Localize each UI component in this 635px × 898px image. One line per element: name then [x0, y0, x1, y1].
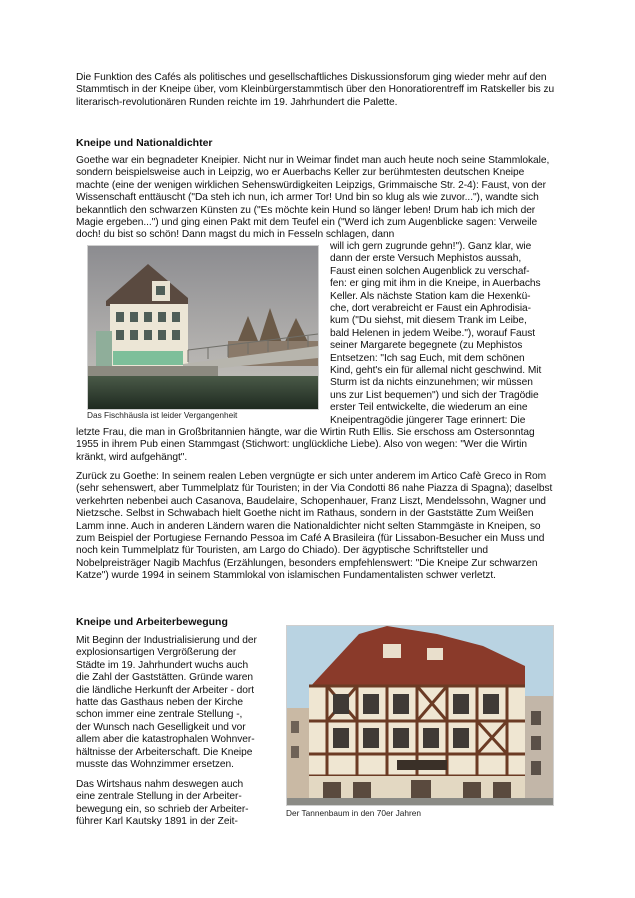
text-line: fen: er ging mit ihm in die Kneipe, in Auerbachs	[330, 278, 541, 290]
paragraph-goethe-intro: Goethe war ein begnadeter Kneipier. Nicht nur in Weimar findet man auch heute noch seine Stammlokale, sondern beispielsweise auch in Leipzig, wo er Auerbachs Keller zur berühmtesten deutschen Kneipe machte (eine der wenigen wirklichen Sehenswürdigkeiten Leipzigs, Grimmaische Str. 2-4): Faust, von der Wissenschaft enttäuscht ("Da steh ich nun, ich armer Tor! Und bin so klug als wie zuvor..."), wandte sich bekanntlich den schwarzen Künsten zu ("Es möchte kein Hund so länger leben! Drum hab ich mich der Magie ergeben...") und ging einen Pakt mit dem Teufel ein ("Werd ich zum Augenblicke sagen: Verweile doch! du bist so schön! Dann magst du mich in Fesseln schlagen, dann	[76, 155, 550, 241]
text-line: Kind, geht's ein für allemal nicht geschwind. Mit	[330, 365, 542, 377]
text-line: che, dort verabreicht er Faust ein Aphrodisia-	[330, 303, 531, 315]
text-line: bald Helenen in jedem Weibe."), worauf Faust	[330, 327, 536, 339]
text-line: Sturm ist da nichts einzunehmen; wir müssen	[330, 377, 533, 389]
text-line: eine zentrale Stellung in der Arbeiter-	[76, 791, 242, 803]
fischhaeusla-illustration	[88, 246, 318, 409]
section-heading-nationaldichter: Kneipe und Nationaldichter	[76, 137, 213, 149]
photo-tannenbaum	[286, 625, 554, 806]
text-line: Faust einen solchen Augenblick zu verschaf-	[330, 265, 530, 277]
text-line: hatte das Gasthaus neben der Kirche	[76, 697, 244, 709]
text-line: die Zahl der Gaststätten. Gründe waren	[76, 672, 254, 684]
paragraph-goethe-cafes: Zurück zu Goethe: In seinem realen Leben vergnügte er sich unter anderem im Artico Cafè Greco in Rom (sehr sehenswert, aber Tummelplatz für Touristen; in der Via Condotti 86 nahe Piazza di Spagna); daselbst verkehrten nebenbei auch Casanova, Baudelaire, Schopenhauer, Franz Liszt, Mendelssohn, Wagner und Nietzsche. Selbst in Schwabach hielt Goethe nicht im Rathaus, sondern in der Gaststätte Zum Weißen Lamm inne. Auch in anderen Ländern waren die Nationaldichter nicht selten Stammgäste in Kneipen, so zum Beispiel der Portugiese Fernando Pessoa im Café A Brasileira (für Lissabon-Besucher ein Muss und noch kein Tummelplatz für Touristen, am Largo do Chiado). Der ägyptische Schriftsteller und Nobelpreisträger Nagib Machfus (Erzählungen, besonders empfehlenswert: "Die Kneipe Zur schwarzen Katze") wurde 1994 in seinem Stammlokal von islamischen Fundamentalisten schwer verletzt.	[76, 471, 553, 582]
text-line: uns zur List bequemen") und sich der Tragödie	[330, 389, 539, 401]
text-line: der Wunsch nach Geselligkeit und vor	[76, 721, 246, 733]
caption-fischhaeusla: Das Fischhäusla ist leider Vergangenheit	[87, 410, 238, 420]
paragraph-faust-column	[330, 241, 560, 427]
text-line: Kneipentragödie jüngerer Tage erinnert: Die	[330, 414, 526, 426]
text-line: allem aber die katastrophalen Wohnver-	[76, 734, 255, 746]
caption-tannenbaum: Der Tannenbaum in den 70er Jahren	[286, 808, 421, 818]
text-line: Mit Beginn der Industrialisierung und der	[76, 635, 257, 646]
text-line: die ländliche Herkunft der Arbeiter - dort	[76, 684, 254, 696]
text-line: Städte im 19. Jahrhundert wuchs auch	[76, 659, 249, 671]
text-line: führer Karl Kautsky 1891 in der Zeit-	[76, 816, 238, 828]
photo-fischhaeusla	[87, 245, 319, 410]
text-line: hältnisse der Arbeiterschaft. Die Kneipe	[76, 746, 253, 758]
section-heading-arbeiterbewegung: Kneipe und Arbeiterbewegung	[76, 616, 228, 628]
intro-paragraph: Die Funktion des Cafés als politisches und gesellschaftliches Diskussionsforum ging wieder mehr auf den Stammtisch in der Kneipe über, vom Kleinbürgerstammtisch über den Honoratiorentreff im Ratskeller bis zu literarisch-revolutionären Runden reichte im 19. Jahrhundert die Palette.	[76, 72, 555, 108]
paragraph-industrialisierung	[76, 635, 276, 771]
text-line: Das Wirtshaus nahm deswegen auch	[76, 779, 244, 790]
text-line: Keller. Als nächste Station kam die Hexenkü-	[330, 290, 531, 302]
paragraph-wirtshaus	[76, 779, 276, 829]
text-line: will ich gern zugrunde gehn!"). Ganz klar, wie	[330, 241, 532, 252]
paragraph-ruth-ellis: letzte Frau, die man in Großbritannien hängte, war die Wirtin Ruth Ellis. Sie erschoss am Ostersonntag 1955 in ihrem Pub einen Stammgast (Stichwort: unglückliche Liebe). Also von wegen: "Wer die Wirtin kränkt, wird aufgehängt".	[76, 427, 535, 463]
text-line: schon immer eine zentrale Stellung -,	[76, 709, 243, 721]
text-line: bewegung ein, so schrieb der Arbeiter-	[76, 803, 249, 815]
text-line: seiner Margarete begegnete (zu Mephistos	[330, 340, 523, 352]
text-line: erster Teil entwickelte, die wiederum an eine	[330, 402, 528, 414]
text-line: dann der erste Versuch Mephistos aussah,	[330, 253, 522, 265]
text-line: musste das Wohnzimmer ersetzen.	[76, 759, 234, 771]
text-line: kum ("Du siehst, mit diesem Trank im Leibe,	[330, 315, 527, 327]
text-line: Entsetzen: "Ich sag Euch, mit dem schönen	[330, 352, 525, 364]
text-line: explosionsartigen Vergrößerung der	[76, 647, 237, 659]
tannenbaum-illustration	[287, 626, 553, 805]
